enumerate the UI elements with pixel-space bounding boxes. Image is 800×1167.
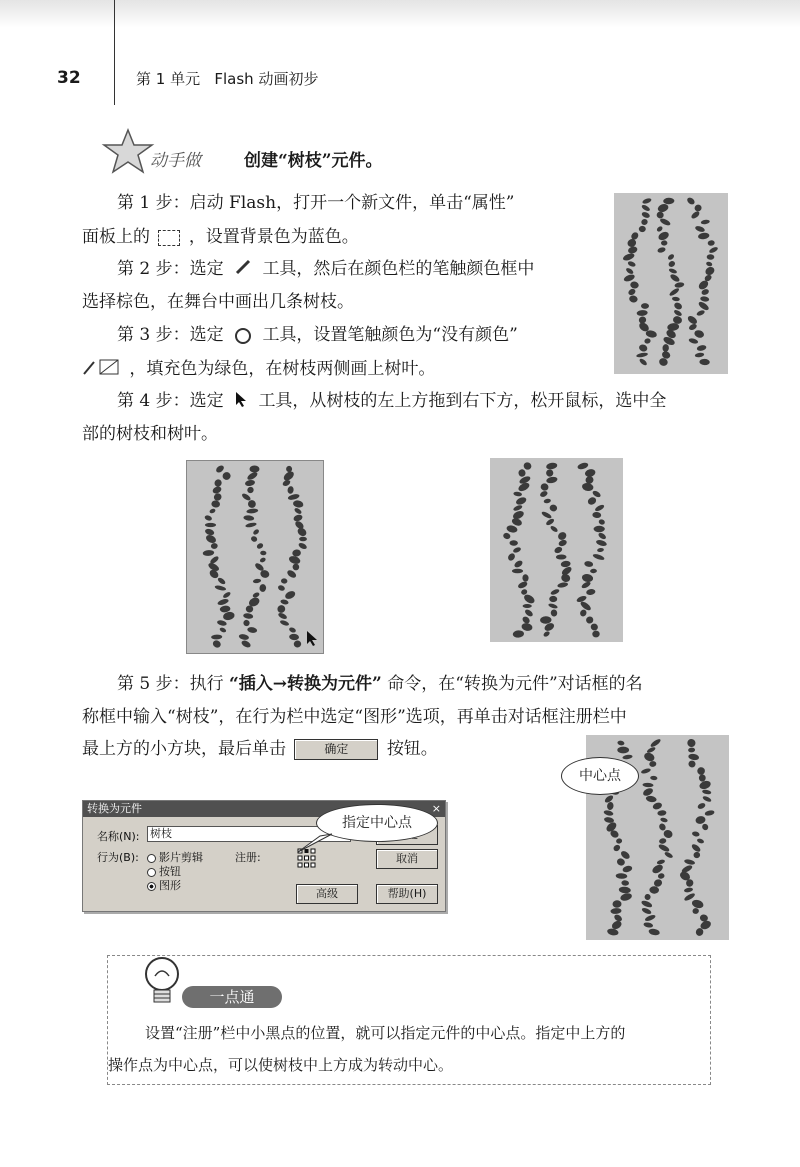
behavior-label: 行为(B): xyxy=(97,851,139,864)
step3-text-a: 第 3 步：选定 xyxy=(117,325,224,345)
top-texture xyxy=(0,0,800,28)
step5-line3 xyxy=(82,739,438,760)
tree-figure-1 xyxy=(614,193,728,374)
oval-tool-icon xyxy=(235,328,251,344)
step5-text-c: 最上方的小方块，最后单击 xyxy=(82,739,286,759)
pencil-icon xyxy=(235,259,251,280)
option-graphic[interactable] xyxy=(147,877,181,893)
radio-icon xyxy=(147,868,156,877)
step4-text-a: 第 4 步：选定 xyxy=(117,391,224,411)
radio-icon xyxy=(147,854,156,863)
step2-text-a: 第 2 步：选定 xyxy=(117,259,224,279)
step2-line1 xyxy=(117,259,534,280)
step1-line1: 第 1 步：启动 Flash，打开一个新文件，单击“属性” xyxy=(117,193,515,213)
name-input-value: 树枝 xyxy=(150,827,172,840)
step3-line1 xyxy=(117,325,518,345)
page-number: 32 xyxy=(57,68,81,88)
help-button[interactable]: 帮助(H) xyxy=(376,884,438,904)
radio-selected-icon xyxy=(147,882,156,891)
tip-line2: 操作点为中心点，可以使树枝中上方成为转动中心。 xyxy=(108,1056,454,1074)
step1-text-b: ，设置背景色为蓝色。 xyxy=(188,227,359,247)
step5-text-a: 第 5 步：执行 xyxy=(117,674,224,694)
callout-pointer xyxy=(296,832,336,858)
center-point-label: 中心点 xyxy=(579,768,621,784)
arrow-tool-icon xyxy=(235,391,247,412)
specify-center-label: 指定中心点 xyxy=(342,815,412,831)
bulb-icon xyxy=(138,954,186,1014)
step4-line2: 部的树枝和树叶。 xyxy=(82,424,218,444)
unit-title: 第 1 单元 Flash 动画初步 xyxy=(136,70,319,88)
step2-text-b: 工具，然后在颜色栏的笔触颜色框中 xyxy=(262,259,535,279)
color-box-icon xyxy=(158,230,180,246)
option-button-label: 按钮 xyxy=(159,865,181,878)
cancel-button[interactable]: 取消 xyxy=(376,849,438,869)
step3-text-b: 工具，设置笔触颜色为“没有颜色” xyxy=(262,325,518,345)
tip-badge: 一点通 xyxy=(182,986,282,1008)
tree-figure-selecting xyxy=(186,460,324,654)
name-label: 名称(N): xyxy=(97,830,140,843)
step1-text-a: 面板上的 xyxy=(82,227,150,247)
step5-text-d: 按钮。 xyxy=(386,739,438,759)
dialog-title: 转换为元件 xyxy=(83,801,445,817)
tree-figure-selected xyxy=(490,458,623,642)
cursor-icon xyxy=(306,630,318,650)
header-divider xyxy=(114,0,115,105)
close-icon[interactable]: × xyxy=(431,802,441,815)
step5-text-b: 命令，在“转换为元件”对话框的名 xyxy=(387,674,643,694)
section-badge: 动手做 xyxy=(150,151,201,171)
step1-line2 xyxy=(82,227,359,247)
stroke-color-icon xyxy=(82,358,124,381)
step5-command: “插入→转换为元件” xyxy=(229,674,382,694)
step3-text-c: ，填充色为绿色，在树枝两侧画上树叶。 xyxy=(129,359,436,379)
step4-line1 xyxy=(117,391,666,412)
step5-line2: 称框中输入“树枝”，在行为栏中选定“图形”选项，再单击对话框注册栏中 xyxy=(82,707,627,727)
step2-line2: 选择棕色，在舞台中画出几条树枝。 xyxy=(82,292,354,312)
step3-line2 xyxy=(82,358,435,381)
advanced-button[interactable]: 高级 xyxy=(296,884,358,904)
section-title: 创建“树枝”元件。 xyxy=(244,151,383,171)
tip-line1: 设置“注册”栏中小黑点的位置，就可以指定元件的中心点。指定中上方的 xyxy=(145,1024,626,1042)
center-point-callout xyxy=(561,757,639,795)
option-movie-clip-label: 影片剪辑 xyxy=(159,851,203,864)
step4-text-b: 工具，从树枝的左上方拖到右下方，松开鼠标，选中全 xyxy=(258,391,667,411)
step5-line1 xyxy=(117,674,643,694)
star-icon xyxy=(100,128,156,178)
option-graphic-label: 图形 xyxy=(159,879,181,892)
ok-button-image: 确定 xyxy=(294,739,378,760)
register-label: 注册: xyxy=(235,851,261,864)
